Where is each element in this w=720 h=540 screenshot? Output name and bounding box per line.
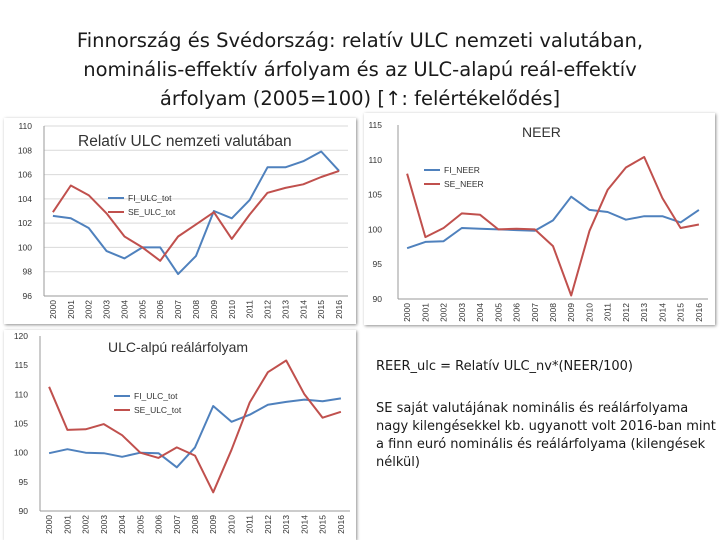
legend-label: FI_ULC_tot [128, 193, 172, 203]
x-tick-label: 2010 [584, 303, 595, 322]
y-tick-label: 106 [17, 169, 32, 180]
y-tick-label: 102 [17, 218, 32, 229]
series-line-se-ulc-tot [49, 361, 341, 493]
y-tick-label: 110 [18, 121, 32, 131]
y-tick-label: 120 [13, 331, 28, 341]
y-tick-label: 90 [18, 506, 28, 516]
chart-title: Relatív ULC nemzeti valutában [78, 133, 292, 150]
x-tick-label: 2014 [299, 515, 310, 534]
y-tick-label: 100 [13, 447, 28, 458]
x-tick-label: 2011 [244, 300, 255, 319]
y-tick-label: 115 [368, 120, 382, 130]
x-tick-label: 2002 [80, 515, 91, 534]
chart-title: ULC-alpú reálárfolyam [108, 339, 249, 355]
x-tick-label: 2003 [98, 515, 109, 534]
x-tick-label: 2003 [456, 303, 467, 322]
relative-ulc-chart-svg [4, 118, 356, 324]
x-tick-label: 2016 [335, 515, 346, 534]
x-tick-label: 2016 [334, 300, 345, 319]
x-tick-label: 2013 [639, 303, 650, 322]
slide-title [40, 26, 680, 113]
x-tick-label: 2000 [402, 303, 413, 322]
x-tick-label: 2015 [675, 303, 686, 322]
y-tick-label: 108 [17, 145, 32, 156]
x-tick-label: 2012 [262, 300, 273, 319]
y-tick-label: 98 [22, 266, 32, 277]
x-tick-label: 2011 [244, 515, 255, 534]
title-line-3 [40, 84, 680, 113]
relative-ulc-chart [4, 118, 356, 324]
y-tick-label: 100 [367, 224, 382, 235]
legend-label: FI_NEER [444, 165, 480, 175]
x-tick-label: 2010 [226, 515, 237, 534]
title-line-3-end: : felértékelődés] [401, 87, 561, 110]
x-tick-label: 2002 [438, 303, 449, 322]
x-tick-label: 2010 [226, 300, 237, 319]
x-tick-label: 2006 [155, 300, 166, 319]
neer-chart [364, 113, 715, 325]
x-tick-label: 2013 [280, 300, 291, 319]
x-tick-label: 2001 [420, 303, 431, 322]
ulc-real-exchange-rate-chart-svg [4, 330, 356, 540]
y-tick-label: 96 [22, 291, 32, 301]
neer-chart-svg [364, 113, 715, 325]
x-tick-label: 2009 [566, 303, 577, 322]
ulc-real-exchange-rate-chart [4, 330, 356, 540]
legend-label: FI_ULC_tot [134, 391, 178, 401]
y-tick-label: 100 [17, 242, 32, 253]
y-tick-label: 90 [372, 294, 382, 304]
x-tick-label: 2008 [190, 515, 200, 534]
x-tick-label: 2012 [620, 303, 631, 322]
x-tick-label: 2001 [65, 300, 76, 319]
x-tick-label: 2001 [62, 515, 73, 534]
up-arrow-icon: ↑ [384, 87, 402, 110]
legend-label: SE_ULC_tot [134, 405, 182, 415]
x-tick-label: 2008 [191, 300, 201, 319]
x-tick-label: 2000 [44, 515, 55, 534]
x-tick-label: 2000 [47, 300, 58, 319]
title-line-3-start: árfolyam (2005=100) [ [159, 87, 385, 110]
x-tick-label: 2016 [693, 303, 704, 322]
x-tick-label: 2009 [208, 300, 219, 319]
reer-formula: REER_ulc = Relatív ULC_nv*(NEER/100) [376, 359, 633, 374]
y-tick-label: 110 [14, 389, 28, 400]
x-tick-label: 2009 [208, 515, 219, 534]
y-tick-label: 105 [13, 418, 28, 429]
x-tick-label: 2005 [137, 300, 148, 319]
y-tick-label: 105 [367, 189, 382, 200]
x-tick-label: 2002 [83, 300, 94, 319]
legend-label: SE_ULC_tot [128, 207, 176, 217]
title-line-1: Finnország és Svédország: relatív ULC nemzeti valutában, [76, 29, 644, 52]
y-tick-label: 115 [14, 360, 28, 371]
x-tick-label: 2012 [262, 515, 273, 534]
x-tick-label: 2008 [548, 303, 558, 322]
legend-label: SE_NEER [444, 179, 484, 189]
x-tick-label: 2015 [316, 300, 327, 319]
x-tick-label: 2007 [173, 300, 184, 319]
x-tick-label: 2007 [171, 515, 182, 534]
x-tick-label: 2015 [317, 515, 328, 534]
x-tick-label: 2005 [493, 303, 504, 322]
y-tick-label: 110 [368, 154, 382, 165]
explanation-text: SE saját valutájának nominális és reálárfolyama nagy kilengésekkel kb. ugyanott volt 2016-ban mint a finn euró nominális és reálárfolyama (kilengések nélkül) [376, 401, 716, 470]
series-line-se-neer [407, 157, 699, 296]
x-tick-label: 2013 [281, 515, 292, 534]
x-tick-label: 2014 [298, 300, 309, 319]
x-tick-label: 2006 [153, 515, 164, 534]
x-tick-label: 2004 [475, 303, 486, 322]
chart-title: NEER [522, 124, 561, 140]
series-line-fi-ulc-tot [53, 152, 339, 275]
title-line-2: nominális-effektív árfolyam és az ULC-alapú reál-effektív [83, 58, 637, 81]
x-tick-label: 2004 [119, 300, 130, 319]
x-tick-label: 2004 [117, 515, 128, 534]
x-tick-label: 2011 [602, 303, 613, 322]
x-tick-label: 2007 [529, 303, 540, 322]
x-tick-label: 2003 [101, 300, 112, 319]
y-tick-label: 104 [17, 193, 32, 204]
x-tick-label: 2005 [135, 515, 146, 534]
x-tick-label: 2006 [511, 303, 522, 322]
y-tick-label: 95 [18, 476, 28, 487]
x-tick-label: 2014 [657, 303, 668, 322]
y-tick-label: 95 [372, 259, 382, 270]
